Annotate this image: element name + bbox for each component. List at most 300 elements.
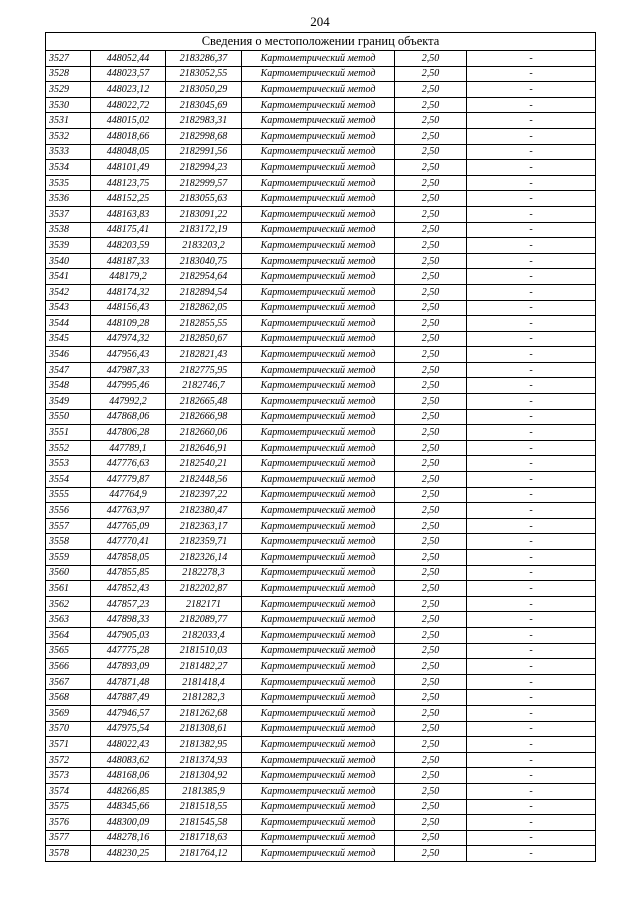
point-number-cell: 3535 (46, 175, 91, 191)
x-coordinate-cell: 447852,43 (91, 581, 166, 597)
point-number-cell: 3552 (46, 440, 91, 456)
y-coordinate-cell: 2182665,48 (166, 394, 242, 410)
y-coordinate-cell: 2181262,68 (166, 705, 242, 721)
point-number-cell: 3561 (46, 581, 91, 597)
y-coordinate-cell: 2181510,03 (166, 643, 242, 659)
method-cell: Картометрический метод (242, 737, 395, 753)
description-cell: - (467, 643, 596, 659)
description-cell: - (467, 206, 596, 222)
y-coordinate-cell: 2182821,43 (166, 347, 242, 363)
y-coordinate-cell: 2182540,21 (166, 456, 242, 472)
x-coordinate-cell: 448203,59 (91, 238, 166, 254)
accuracy-cell: 2,50 (395, 409, 467, 425)
y-coordinate-cell: 2182998,68 (166, 128, 242, 144)
method-cell: Картометрический метод (242, 97, 395, 113)
table-row (46, 394, 596, 410)
method-cell: Картометрический метод (242, 596, 395, 612)
point-number-cell: 3548 (46, 378, 91, 394)
description-cell: - (467, 565, 596, 581)
method-cell: Картометрический метод (242, 284, 395, 300)
y-coordinate-cell: 2183052,55 (166, 66, 242, 82)
method-cell: Картометрический метод (242, 409, 395, 425)
table-row (46, 160, 596, 176)
method-cell: Картометрический метод (242, 347, 395, 363)
y-coordinate-cell: 2182171 (166, 596, 242, 612)
description-cell: - (467, 674, 596, 690)
x-coordinate-cell: 447871,48 (91, 674, 166, 690)
description-cell: - (467, 269, 596, 285)
x-coordinate-cell: 448109,28 (91, 316, 166, 332)
method-cell: Картометрический метод (242, 331, 395, 347)
description-cell: - (467, 690, 596, 706)
accuracy-cell: 2,50 (395, 440, 467, 456)
accuracy-cell: 2,50 (395, 783, 467, 799)
accuracy-cell: 2,50 (395, 456, 467, 472)
description-cell: - (467, 627, 596, 643)
table-row (46, 331, 596, 347)
x-coordinate-cell: 448168,06 (91, 768, 166, 784)
y-coordinate-cell: 2182991,56 (166, 144, 242, 160)
method-cell: Картометрический метод (242, 206, 395, 222)
method-cell: Картометрический метод (242, 160, 395, 176)
accuracy-cell: 2,50 (395, 815, 467, 831)
accuracy-cell: 2,50 (395, 284, 467, 300)
accuracy-cell: 2,50 (395, 300, 467, 316)
accuracy-cell: 2,50 (395, 674, 467, 690)
y-coordinate-cell: 2183091,22 (166, 206, 242, 222)
description-cell: - (467, 409, 596, 425)
accuracy-cell: 2,50 (395, 113, 467, 129)
method-cell: Картометрический метод (242, 362, 395, 378)
accuracy-cell: 2,50 (395, 752, 467, 768)
accuracy-cell: 2,50 (395, 768, 467, 784)
accuracy-cell: 2,50 (395, 378, 467, 394)
point-number-cell: 3573 (46, 768, 91, 784)
description-cell: - (467, 238, 596, 254)
accuracy-cell: 2,50 (395, 128, 467, 144)
method-cell: Картометрический метод (242, 518, 395, 534)
accuracy-cell: 2,50 (395, 518, 467, 534)
x-coordinate-cell: 448052,44 (91, 51, 166, 67)
point-number-cell: 3576 (46, 815, 91, 831)
point-number-cell: 3567 (46, 674, 91, 690)
x-coordinate-cell: 448278,16 (91, 830, 166, 846)
y-coordinate-cell: 2182994,23 (166, 160, 242, 176)
point-number-cell: 3578 (46, 846, 91, 862)
x-coordinate-cell: 447763,97 (91, 503, 166, 519)
point-number-cell: 3527 (46, 51, 91, 67)
table-row (46, 534, 596, 550)
point-number-cell: 3544 (46, 316, 91, 332)
table-row (46, 503, 596, 519)
description-cell: - (467, 596, 596, 612)
x-coordinate-cell: 448023,57 (91, 66, 166, 82)
method-cell: Картометрический метод (242, 799, 395, 815)
description-cell: - (467, 815, 596, 831)
x-coordinate-cell: 447775,28 (91, 643, 166, 659)
method-cell: Картометрический метод (242, 222, 395, 238)
point-number-cell: 3570 (46, 721, 91, 737)
description-cell: - (467, 830, 596, 846)
method-cell: Картометрический метод (242, 846, 395, 862)
x-coordinate-cell: 447995,46 (91, 378, 166, 394)
method-cell: Картометрический метод (242, 238, 395, 254)
point-number-cell: 3563 (46, 612, 91, 628)
point-number-cell: 3553 (46, 456, 91, 472)
description-cell: - (467, 51, 596, 67)
table-row (46, 674, 596, 690)
table-row (46, 316, 596, 332)
point-number-cell: 3543 (46, 300, 91, 316)
point-number-cell: 3541 (46, 269, 91, 285)
y-coordinate-cell: 2182359,71 (166, 534, 242, 550)
point-number-cell: 3538 (46, 222, 91, 238)
method-cell: Картометрический метод (242, 269, 395, 285)
method-cell: Картометрический метод (242, 440, 395, 456)
description-cell: - (467, 316, 596, 332)
method-cell: Картометрический метод (242, 643, 395, 659)
x-coordinate-cell: 447956,43 (91, 347, 166, 363)
table-row (46, 487, 596, 503)
table-row (46, 846, 596, 862)
description-cell: - (467, 503, 596, 519)
accuracy-cell: 2,50 (395, 191, 467, 207)
accuracy-cell: 2,50 (395, 144, 467, 160)
point-number-cell: 3537 (46, 206, 91, 222)
x-coordinate-cell: 447770,41 (91, 534, 166, 550)
x-coordinate-cell: 448023,12 (91, 82, 166, 98)
table-row (46, 550, 596, 566)
accuracy-cell: 2,50 (395, 565, 467, 581)
y-coordinate-cell: 2182660,06 (166, 425, 242, 441)
table-row (46, 721, 596, 737)
method-cell: Картометрический метод (242, 815, 395, 831)
point-number-cell: 3568 (46, 690, 91, 706)
table-row (46, 253, 596, 269)
method-cell: Картометрический метод (242, 674, 395, 690)
table-row (46, 269, 596, 285)
y-coordinate-cell: 2182397,22 (166, 487, 242, 503)
y-coordinate-cell: 2182862,05 (166, 300, 242, 316)
y-coordinate-cell: 2183203,2 (166, 238, 242, 254)
method-cell: Картометрический метод (242, 627, 395, 643)
description-cell: - (467, 362, 596, 378)
method-cell: Картометрический метод (242, 144, 395, 160)
table-row (46, 737, 596, 753)
y-coordinate-cell: 2182855,55 (166, 316, 242, 332)
accuracy-cell: 2,50 (395, 534, 467, 550)
x-coordinate-cell: 448175,41 (91, 222, 166, 238)
accuracy-cell: 2,50 (395, 705, 467, 721)
accuracy-cell: 2,50 (395, 425, 467, 441)
accuracy-cell: 2,50 (395, 331, 467, 347)
table-row (46, 66, 596, 82)
table-row (46, 581, 596, 597)
point-number-cell: 3528 (46, 66, 91, 82)
accuracy-cell: 2,50 (395, 721, 467, 737)
x-coordinate-cell: 448152,25 (91, 191, 166, 207)
method-cell: Картометрический метод (242, 456, 395, 472)
y-coordinate-cell: 2182089,77 (166, 612, 242, 628)
accuracy-cell: 2,50 (395, 659, 467, 675)
table-row (46, 690, 596, 706)
method-cell: Картометрический метод (242, 503, 395, 519)
accuracy-cell: 2,50 (395, 550, 467, 566)
description-cell: - (467, 331, 596, 347)
method-cell: Картометрический метод (242, 550, 395, 566)
y-coordinate-cell: 2182666,98 (166, 409, 242, 425)
x-coordinate-cell: 448156,43 (91, 300, 166, 316)
method-cell: Картометрический метод (242, 316, 395, 332)
accuracy-cell: 2,50 (395, 487, 467, 503)
method-cell: Картометрический метод (242, 768, 395, 784)
point-number-cell: 3536 (46, 191, 91, 207)
table-row (46, 238, 596, 254)
y-coordinate-cell: 2182999,57 (166, 175, 242, 191)
description-cell: - (467, 534, 596, 550)
description-cell: - (467, 144, 596, 160)
point-number-cell: 3530 (46, 97, 91, 113)
x-coordinate-cell: 448163,83 (91, 206, 166, 222)
description-cell: - (467, 550, 596, 566)
method-cell: Картометрический метод (242, 705, 395, 721)
y-coordinate-cell: 2183286,37 (166, 51, 242, 67)
boundary-coordinates-table (45, 32, 596, 862)
y-coordinate-cell: 2183050,29 (166, 82, 242, 98)
y-coordinate-cell: 2182646,91 (166, 440, 242, 456)
method-cell: Картометрический метод (242, 534, 395, 550)
accuracy-cell: 2,50 (395, 690, 467, 706)
y-coordinate-cell: 2183045,69 (166, 97, 242, 113)
x-coordinate-cell: 448083,62 (91, 752, 166, 768)
accuracy-cell: 2,50 (395, 316, 467, 332)
y-coordinate-cell: 2181304,92 (166, 768, 242, 784)
x-coordinate-cell: 447765,09 (91, 518, 166, 534)
method-cell: Картометрический метод (242, 300, 395, 316)
point-number-cell: 3540 (46, 253, 91, 269)
x-coordinate-cell: 448015,02 (91, 113, 166, 129)
y-coordinate-cell: 2183172,19 (166, 222, 242, 238)
y-coordinate-cell: 2181482,27 (166, 659, 242, 675)
accuracy-cell: 2,50 (395, 238, 467, 254)
accuracy-cell: 2,50 (395, 846, 467, 862)
x-coordinate-cell: 448101,49 (91, 160, 166, 176)
description-cell: - (467, 300, 596, 316)
description-cell: - (467, 581, 596, 597)
point-number-cell: 3539 (46, 238, 91, 254)
x-coordinate-cell: 447857,23 (91, 596, 166, 612)
description-cell: - (467, 721, 596, 737)
accuracy-cell: 2,50 (395, 51, 467, 67)
x-coordinate-cell: 447779,87 (91, 472, 166, 488)
point-number-cell: 3559 (46, 550, 91, 566)
y-coordinate-cell: 2182380,47 (166, 503, 242, 519)
x-coordinate-cell: 448018,66 (91, 128, 166, 144)
x-coordinate-cell: 448187,33 (91, 253, 166, 269)
accuracy-cell: 2,50 (395, 82, 467, 98)
x-coordinate-cell: 448345,66 (91, 799, 166, 815)
table-row (46, 596, 596, 612)
table-row (46, 113, 596, 129)
y-coordinate-cell: 2182033,4 (166, 627, 242, 643)
method-cell: Картометрический метод (242, 253, 395, 269)
method-cell: Картометрический метод (242, 581, 395, 597)
accuracy-cell: 2,50 (395, 627, 467, 643)
table-row (46, 643, 596, 659)
y-coordinate-cell: 2181545,58 (166, 815, 242, 831)
table-row (46, 627, 596, 643)
description-cell: - (467, 97, 596, 113)
y-coordinate-cell: 2181764,12 (166, 846, 242, 862)
x-coordinate-cell: 448123,75 (91, 175, 166, 191)
table-title-row (46, 33, 596, 51)
point-number-cell: 3572 (46, 752, 91, 768)
method-cell: Картометрический метод (242, 487, 395, 503)
point-number-cell: 3575 (46, 799, 91, 815)
description-cell: - (467, 472, 596, 488)
accuracy-cell: 2,50 (395, 222, 467, 238)
table-row (46, 565, 596, 581)
x-coordinate-cell: 447975,54 (91, 721, 166, 737)
method-cell: Картометрический метод (242, 721, 395, 737)
accuracy-cell: 2,50 (395, 472, 467, 488)
y-coordinate-cell: 2182363,17 (166, 518, 242, 534)
point-number-cell: 3529 (46, 82, 91, 98)
method-cell: Картометрический метод (242, 378, 395, 394)
accuracy-cell: 2,50 (395, 581, 467, 597)
x-coordinate-cell: 447987,33 (91, 362, 166, 378)
point-number-cell: 3565 (46, 643, 91, 659)
description-cell: - (467, 82, 596, 98)
description-cell: - (467, 768, 596, 784)
x-coordinate-cell: 447789,1 (91, 440, 166, 456)
description-cell: - (467, 222, 596, 238)
description-cell: - (467, 347, 596, 363)
point-number-cell: 3542 (46, 284, 91, 300)
table-row (46, 783, 596, 799)
point-number-cell: 3566 (46, 659, 91, 675)
description-cell: - (467, 175, 596, 191)
table-row (46, 830, 596, 846)
description-cell: - (467, 705, 596, 721)
point-number-cell: 3531 (46, 113, 91, 129)
accuracy-cell: 2,50 (395, 596, 467, 612)
table-row (46, 191, 596, 207)
accuracy-cell: 2,50 (395, 799, 467, 815)
point-number-cell: 3577 (46, 830, 91, 846)
method-cell: Картометрический метод (242, 783, 395, 799)
point-number-cell: 3569 (46, 705, 91, 721)
table-row (46, 206, 596, 222)
y-coordinate-cell: 2182983,31 (166, 113, 242, 129)
method-cell: Картометрический метод (242, 612, 395, 628)
description-cell: - (467, 799, 596, 815)
y-coordinate-cell: 2181308,61 (166, 721, 242, 737)
method-cell: Картометрический метод (242, 394, 395, 410)
y-coordinate-cell: 2182326,14 (166, 550, 242, 566)
description-cell: - (467, 487, 596, 503)
description-cell: - (467, 659, 596, 675)
description-cell: - (467, 425, 596, 441)
method-cell: Картометрический метод (242, 472, 395, 488)
description-cell: - (467, 378, 596, 394)
table-row (46, 472, 596, 488)
table-row (46, 284, 596, 300)
table-row (46, 768, 596, 784)
point-number-cell: 3532 (46, 128, 91, 144)
table-row (46, 51, 596, 67)
y-coordinate-cell: 2181282,3 (166, 690, 242, 706)
method-cell: Картометрический метод (242, 830, 395, 846)
point-number-cell: 3556 (46, 503, 91, 519)
description-cell: - (467, 113, 596, 129)
method-cell: Картометрический метод (242, 565, 395, 581)
method-cell: Картометрический метод (242, 113, 395, 129)
description-cell: - (467, 612, 596, 628)
point-number-cell: 3533 (46, 144, 91, 160)
x-coordinate-cell: 448179,2 (91, 269, 166, 285)
accuracy-cell: 2,50 (395, 503, 467, 519)
table-row (46, 175, 596, 191)
x-coordinate-cell: 448230,25 (91, 846, 166, 862)
point-number-cell: 3545 (46, 331, 91, 347)
y-coordinate-cell: 2182850,67 (166, 331, 242, 347)
table-row (46, 409, 596, 425)
point-number-cell: 3560 (46, 565, 91, 581)
y-coordinate-cell: 2182775,95 (166, 362, 242, 378)
accuracy-cell: 2,50 (395, 362, 467, 378)
x-coordinate-cell: 448300,09 (91, 815, 166, 831)
table-row (46, 518, 596, 534)
table-row (46, 347, 596, 363)
method-cell: Картометрический метод (242, 82, 395, 98)
accuracy-cell: 2,50 (395, 737, 467, 753)
y-coordinate-cell: 2183055,63 (166, 191, 242, 207)
page-number: 204 (310, 14, 330, 29)
point-number-cell: 3549 (46, 394, 91, 410)
table-row (46, 456, 596, 472)
x-coordinate-cell: 447946,57 (91, 705, 166, 721)
point-number-cell: 3574 (46, 783, 91, 799)
description-cell: - (467, 752, 596, 768)
accuracy-cell: 2,50 (395, 175, 467, 191)
x-coordinate-cell: 448174,32 (91, 284, 166, 300)
accuracy-cell: 2,50 (395, 347, 467, 363)
x-coordinate-cell: 447893,09 (91, 659, 166, 675)
table-row (46, 440, 596, 456)
x-coordinate-cell: 448266,85 (91, 783, 166, 799)
y-coordinate-cell: 2181718,63 (166, 830, 242, 846)
method-cell: Картометрический метод (242, 659, 395, 675)
accuracy-cell: 2,50 (395, 394, 467, 410)
description-cell: - (467, 128, 596, 144)
table-row (46, 128, 596, 144)
description-cell: - (467, 191, 596, 207)
y-coordinate-cell: 2181418,4 (166, 674, 242, 690)
x-coordinate-cell: 447992,2 (91, 394, 166, 410)
x-coordinate-cell: 447806,28 (91, 425, 166, 441)
description-cell: - (467, 66, 596, 82)
description-cell: - (467, 284, 596, 300)
x-coordinate-cell: 447858,05 (91, 550, 166, 566)
x-coordinate-cell: 447868,06 (91, 409, 166, 425)
point-number-cell: 3550 (46, 409, 91, 425)
x-coordinate-cell: 448022,43 (91, 737, 166, 753)
y-coordinate-cell: 2182202,87 (166, 581, 242, 597)
accuracy-cell: 2,50 (395, 643, 467, 659)
x-coordinate-cell: 448022,72 (91, 97, 166, 113)
table-row (46, 300, 596, 316)
